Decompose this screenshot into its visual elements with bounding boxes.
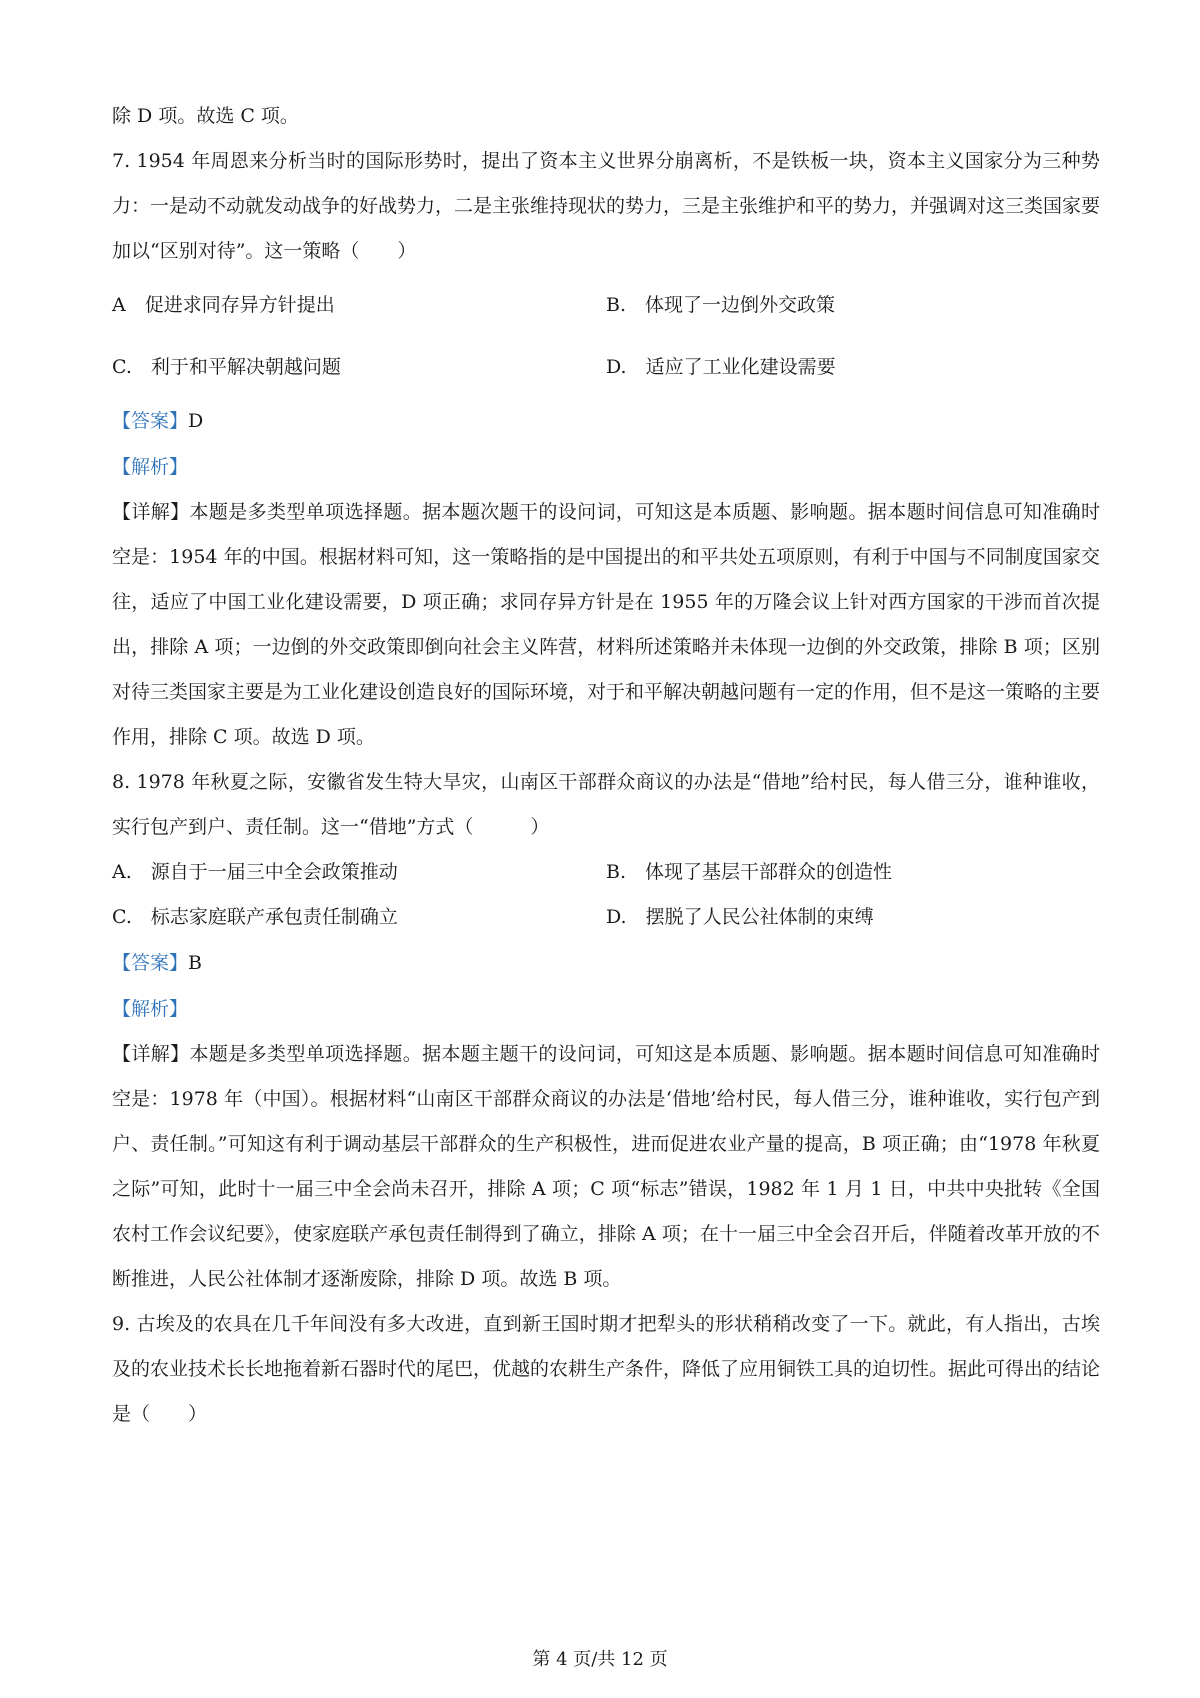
q8-options [112,850,1100,940]
q8-detail-text: 本题是多类型单项选择题。据本题主题干的设问词，可知这是本质题、影响题。据本题时间信息可知准确时空是：1978 年（中国）。根据材料“山南区干部群众商议的办法是‘借地’给村民，每人借三分，谁种谁收，实行包产到户、责任制。”可知这有利于调动基层干部群众的生产积极性，进而促进农业产量的提高，B 项正确；由“1978 年秋夏之际”可知，此时十一届三中全会尚未召开，排除 A 项；C 项“标志”错误，1982 年 1 月 1 日，中共中央批转《全国农村工作会议纪要》，使家庭联产承包责任制得到了确立，排除 A 项；在十一届三中全会召开后，伴随着改革开放的不断推进，人民公社体制才逐渐废除，排除 D 项。故选 B 项。 [112,1043,1100,1290]
page-content [112,94,1100,1437]
q7-options [112,274,1100,398]
q7-stem: 7. 1954 年周恩来分析当时的国际形势时，提出了资本主义世界分崩离析，不是铁板一块，资本主义国家分为三种势力：一是动不动就发动战争的好战势力，二是主张维持现状的势力，三是主张维护和平的势力，并强调对这三类国家要加以“区别对待”。这一策略（ ） [112,150,1101,262]
q7-answer-value: D [188,410,204,432]
q7-detail [112,490,1100,760]
q8-option-b: B. 体现了基层干部群众的创造性 [606,861,893,883]
q8-option-c: C. 标志家庭联产承包责任制确立 [112,906,398,928]
q7-analysis-tag: 【解析】 [112,456,189,478]
q7-detail-tag: 【详解】 [112,501,190,523]
q8-analysis [112,986,1100,1032]
q7-option-c: C. 利于和平解决朝越问题 [112,356,341,378]
q7-option-b: B. 体现了一边倒外交政策 [606,294,836,316]
q9-stem: 9. 古埃及的农具在几千年间没有多大改进，直到新王国时期才把犁头的形状稍稍改变了一下。就此，有人指出，古埃及的农业技术长长地拖着新石器时代的尾巴，优越的农耕生产条件，降低了应用铜铁工具的迫切性。据此可得出的结论是（ ） [112,1313,1101,1425]
q8-answer-tag: 【答案】 [112,952,189,974]
q8-option-a: A. 源自于一届三中全会政策推动 [112,861,398,883]
q8-answer-value: B [188,952,202,974]
q7-answer-tag: 【答案】 [112,410,189,432]
page-number-footer: 第 4 页/共 12 页 [532,1649,668,1670]
q8-analysis-tag: 【解析】 [112,998,189,1020]
q8-answer [112,940,1100,986]
q7-option-d: D. 适应了工业化建设需要 [606,356,836,378]
q7-analysis [112,444,1100,490]
q7-answer [112,398,1100,444]
q8-detail-tag: 【详解】 [112,1043,190,1065]
q7-detail-text: 本题是多类型单项选择题。据本题次题干的设问词，可知这是本质题、影响题。据本题时间信息可知准确时空是：1954 年的中国。根据材料可知，这一策略指的是中国提出的和平共处五项原则，有利于中国与不同制度国家交往，适应了中国工业化建设需要，D 项正确；求同存异方针是在 1955 年的万隆会议上针对西方国家的干涉而首次提出，排除 A 项；一边倒的外交政策即倒向社会主义阵营，材料所述策略并未体现一边倒的外交政策，排除 B 项；区别对待三类国家主要是为工业化建设创造良好的国际环境，对于和平解决朝越问题有一定的作用，但不是这一策略的主要作用，排除 C 项。故选 D 项。 [112,501,1101,748]
q7-option-a: A 促进求同存异方针提出 [112,294,335,316]
q8-option-d: D. 摆脱了人民公社体制的束缚 [606,906,874,928]
previous-answer-tail: 除 D 项。故选 C 项。 [112,105,299,127]
q8-stem: 8. 1978 年秋夏之际，安徽省发生特大旱灾，山南区干部群众商议的办法是“借地”给村民，每人借三分，谁种谁收，实行包产到户、责任制。这一“借地”方式（ ） [112,771,1100,838]
q8-detail [112,1032,1100,1302]
